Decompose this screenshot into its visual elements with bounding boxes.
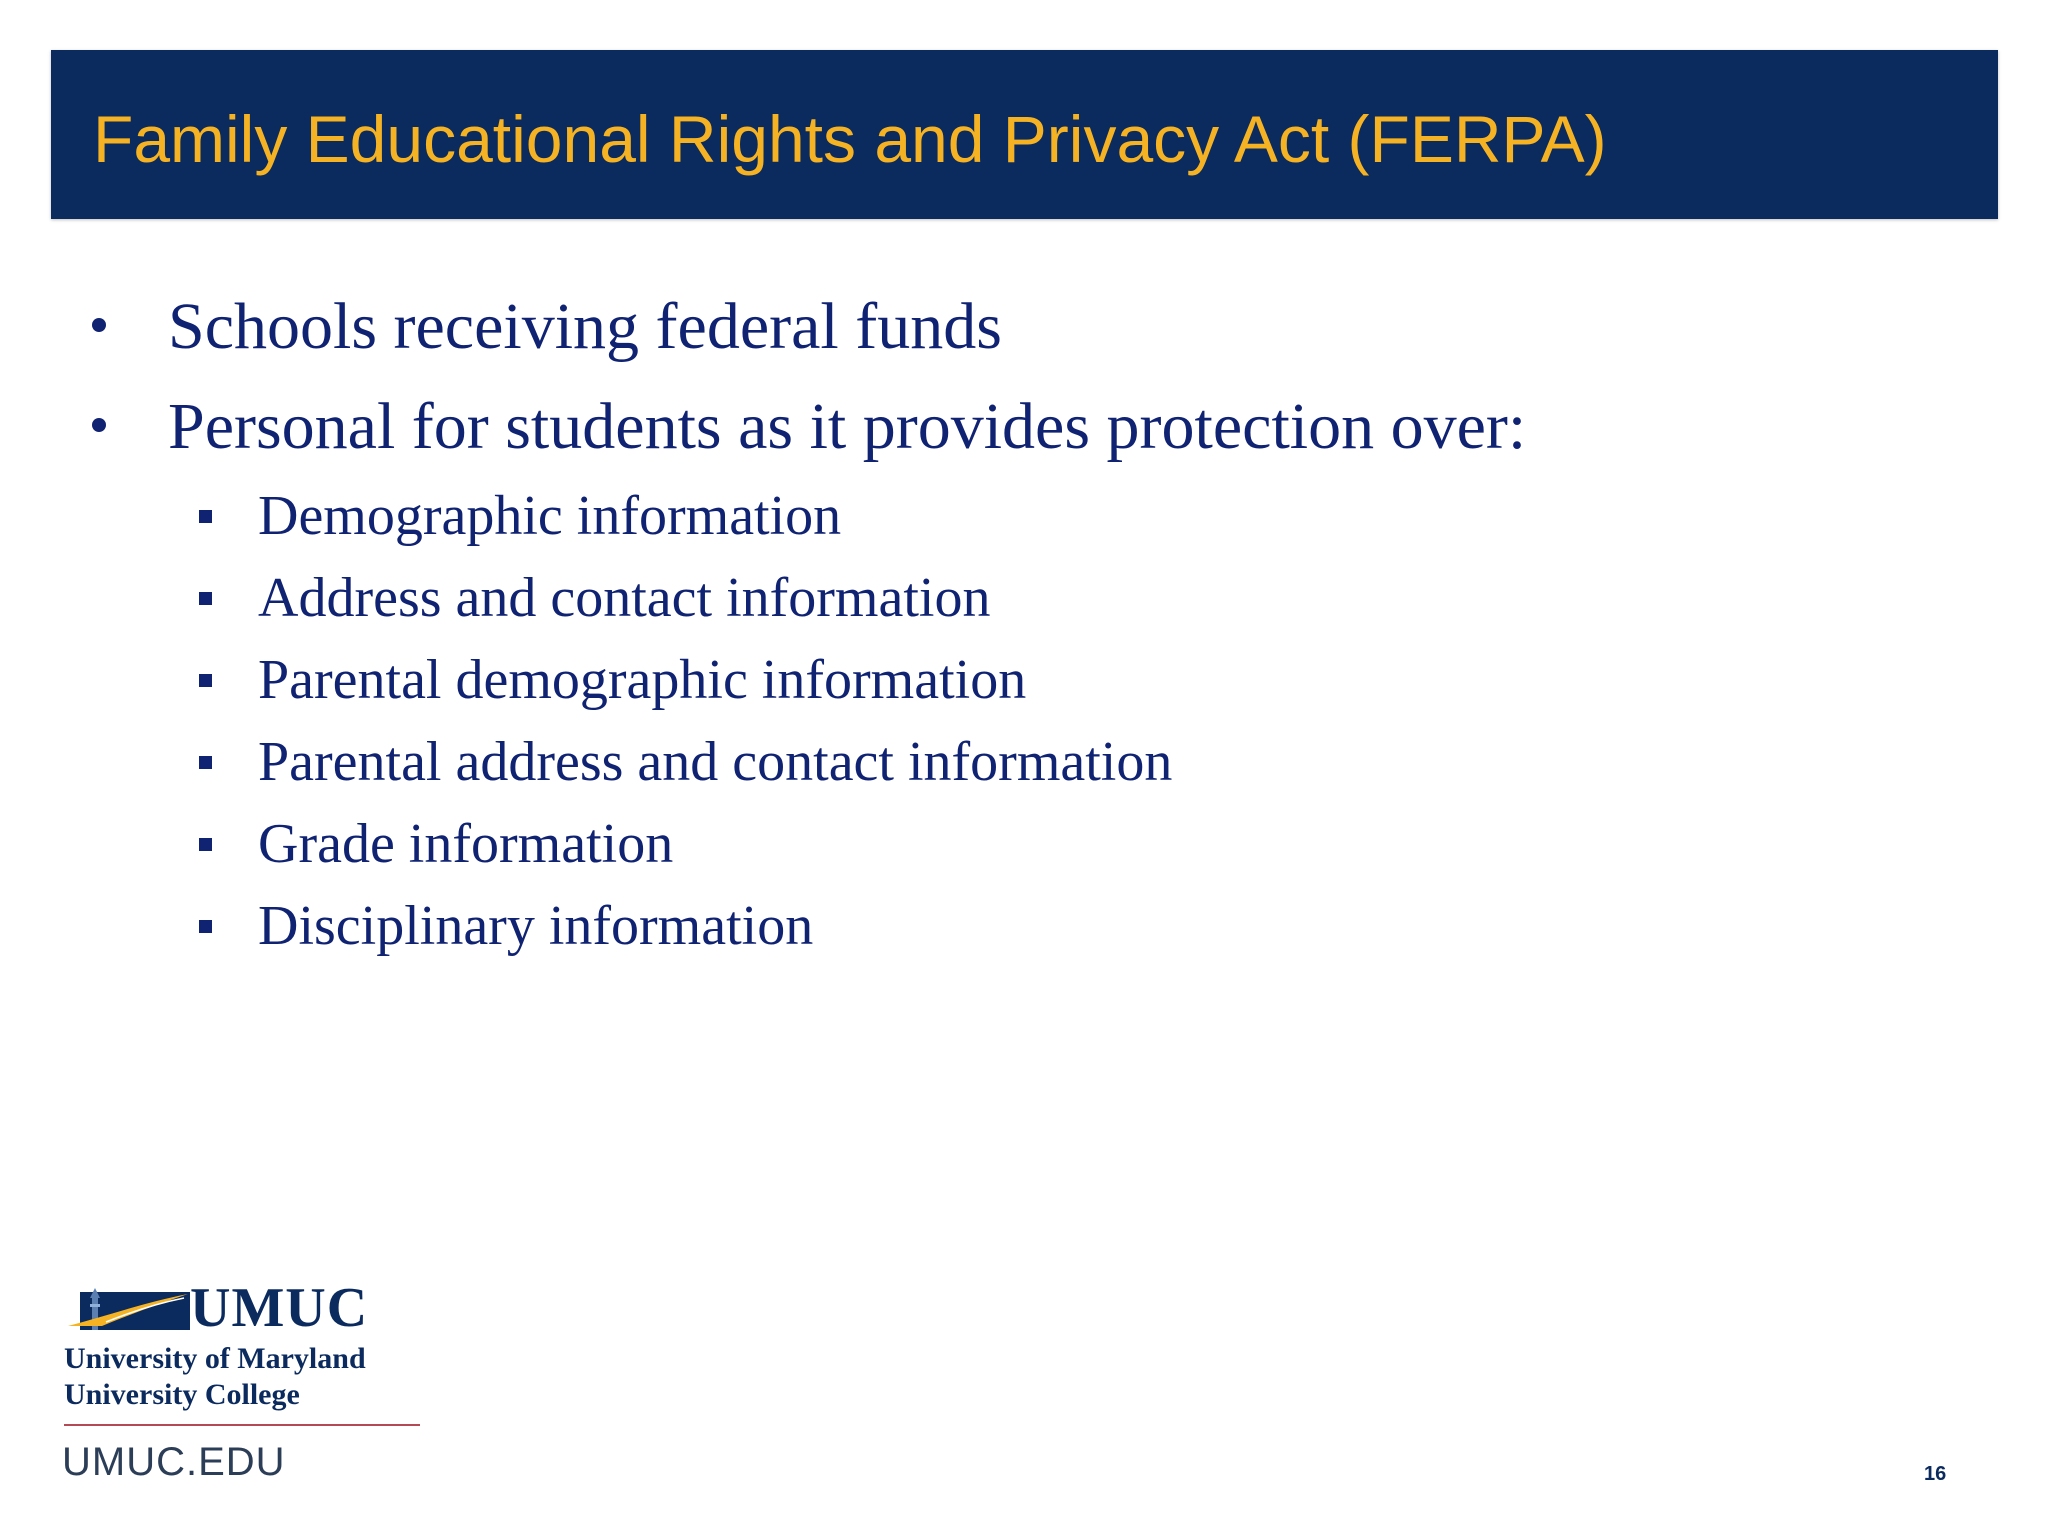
bullet-square-icon xyxy=(199,592,212,605)
sub-bullet-text: Parental demographic information xyxy=(258,649,1027,711)
footer-url: UMUC.EDU xyxy=(62,1440,286,1484)
bullet-square-icon xyxy=(199,920,212,933)
sub-bullet-text: Grade information xyxy=(258,813,674,875)
bullet-dot-icon xyxy=(92,418,106,432)
bullet-dot-icon xyxy=(92,318,106,332)
logo-acronym: UMUC xyxy=(190,1277,369,1339)
bullet-square-icon xyxy=(199,838,212,851)
bullet-square-icon xyxy=(199,756,212,769)
logo-divider xyxy=(64,1424,420,1426)
sub-bullet-text: Address and contact information xyxy=(258,567,991,629)
logo-university-name: University of Maryland xyxy=(64,1342,366,1375)
umuc-tower-swoosh-icon xyxy=(66,1286,192,1332)
slide-title: Family Educational Rights and Privacy Act (FERPA) xyxy=(93,102,1607,176)
sub-bullet-text: Disciplinary information xyxy=(258,895,814,957)
bullet-square-icon xyxy=(199,674,212,687)
sub-bullet-text: Demographic information xyxy=(258,485,842,547)
bullet-square-icon xyxy=(199,510,212,523)
bullet-text: Personal for students as it provides protection over: xyxy=(168,390,1527,463)
page-number: 16 xyxy=(1924,1463,1947,1485)
bullet-text: Schools receiving federal funds xyxy=(168,290,1002,363)
sub-bullet-text: Parental address and contact information xyxy=(258,731,1173,793)
logo-college-name: University College xyxy=(64,1378,300,1411)
